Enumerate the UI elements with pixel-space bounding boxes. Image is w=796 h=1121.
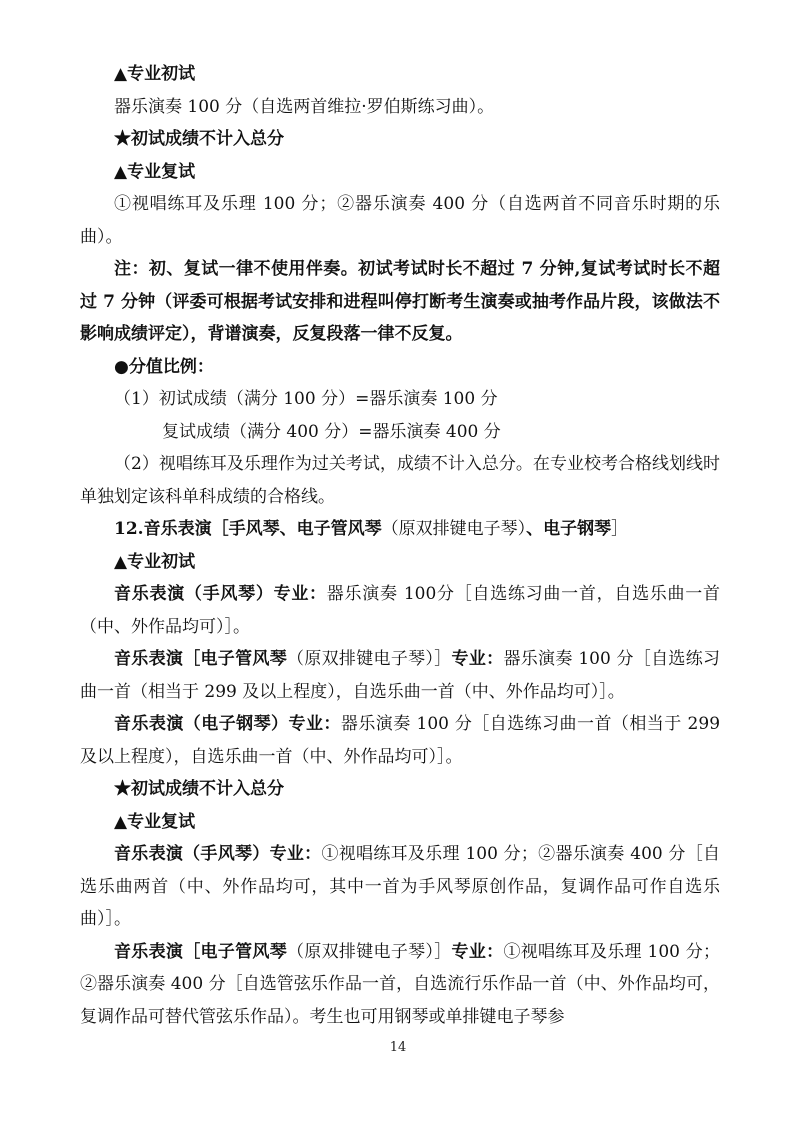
section-12-title-d: ］: [611, 519, 629, 539]
retest-text: ①视唱练耳及乐理 100 分；②器乐演奏 400 分（自选两首不同音乐时期的乐曲）。: [80, 194, 720, 247]
prelim-text: 器乐演奏 100 分（自选两首维拉·罗伯斯练习曲）。: [114, 96, 495, 117]
organ-retest-label-2: 专业：: [451, 941, 504, 962]
page-content: [80, 58, 720, 1033]
section-12-title-b: （原双排键电子琴）: [381, 519, 527, 539]
heading-retest: ▲专业复试: [114, 161, 196, 182]
organ-retest-label: 音乐表演［电子管风琴: [114, 941, 288, 962]
accordion-retest: [80, 838, 720, 936]
organ-retest-mid: （原双排键电子琴）］: [287, 941, 452, 962]
accordion-retest-text: ①视唱练耳及乐理 100 分；②器乐演奏 400 分［自选乐曲两首（中、外作品均可，其中一首为手风琴原创作品，复调作品可作自选乐曲）］。: [80, 844, 720, 929]
organ-prelim: [80, 643, 720, 708]
epiano-prelim-label: 音乐表演（电子钢琴）专业：: [114, 714, 341, 734]
score-ratio-1: （1）初试成绩（满分 100 分）=器乐演奏 100 分: [114, 389, 498, 409]
heading-retest-2: ▲专业复试: [114, 811, 196, 832]
heading-prelim: ▲专业初试: [114, 64, 196, 84]
organ-prelim-text: 器乐演奏 100 分［自选练习曲一首（相当于 299 及以上程度），自选乐曲一首（中、外作品均可）］。: [80, 649, 721, 702]
score-ratio-2: （2）视唱练耳及乐理作为过关考试，成绩不计入总分。在专业校考合格线划线时单独划定该科单科成绩的合格线。: [80, 454, 720, 507]
score-ratio-1b: 复试成绩（满分 400 分）=器乐演奏 400 分: [162, 421, 501, 442]
organ-prelim-label-2: 专业：: [451, 649, 504, 669]
accompaniment-note: 注：初、复试一律不使用伴奏。初试考试时长不超过 7 分钟,复试考试时长不超过 7 分钟（评委可根据考试安排和进程叫停打断考生演奏或抽考作品片段，该做法不影响成绩评定），背谱演奏，反复段落一律不反复。: [80, 259, 720, 344]
organ-retest: [80, 936, 720, 1034]
epiano-prelim: [80, 708, 720, 773]
page-number: 14: [389, 1040, 407, 1055]
accordion-retest-label: 音乐表演（手风琴）专业：: [114, 844, 322, 864]
organ-prelim-mid: （原双排键电子琴）］: [287, 649, 452, 669]
note-prelim-not-counted: ★初试成绩不计入总分: [114, 129, 284, 149]
organ-prelim-label: 音乐表演［电子管风琴: [114, 649, 288, 669]
note-prelim-not-counted-2: ★初试成绩不计入总分: [114, 779, 284, 799]
score-ratio-heading: ●分值比例：: [114, 356, 214, 377]
section-12-heading: [80, 513, 720, 546]
accordion-prelim-label: 音乐表演（手风琴）专业：: [114, 584, 327, 604]
heading-prelim-2: ▲专业初试: [114, 551, 196, 572]
accordion-prelim: [80, 578, 720, 643]
organ-retest-text: ①视唱练耳及乐理 100 分；②器乐演奏 400 分［自选管弦乐作品一首，自选流行乐作品一首（中、外作品均可，复调作品可替代管弦乐作品）。考生也可用钢琴或单排键电子琴参: [80, 941, 721, 1027]
epiano-prelim-text: 器乐演奏 100 分［自选练习曲一首（相当于 299 及以上程度），自选乐曲一首（中、外作品均可）］。: [80, 714, 721, 767]
accordion-prelim-text: 器乐演奏 100分［自选练习曲一首，自选乐曲一首（中、外作品均可）］。: [80, 584, 720, 637]
section-12-title-a: 12.音乐表演［手风琴、电子管风琴: [114, 519, 382, 539]
section-12-title-c: 、电子钢琴: [526, 519, 612, 539]
